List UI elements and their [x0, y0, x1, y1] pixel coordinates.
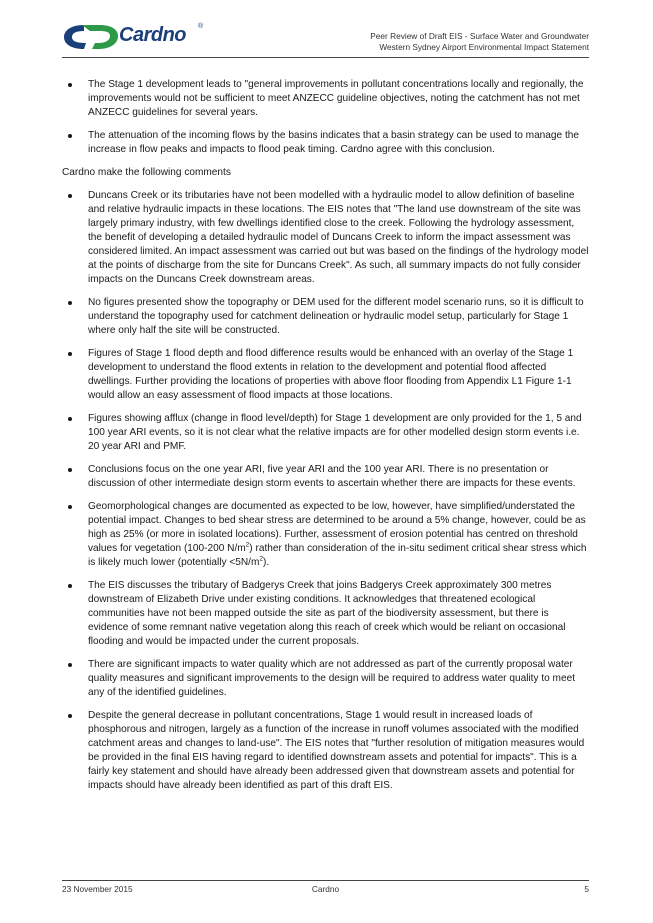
cardno-logo	[62, 22, 212, 52]
bullet-item: The EIS discusses the tributary of Badgerys Creek that joins Badgerys Creek approximately 300 metres downstream of Elizabeth Drive under existing conditions. It acknowledges that threatened ecological communities have not been mapped outside the site as part of the biodiversity assessment, but there is evidence of some remnant native vegetation along this reach of creek which would be reliant on occasional flooding and would be impacted under the current proposals.	[62, 579, 589, 649]
page-body	[62, 78, 589, 802]
bullet-item: Figures of Stage 1 flood depth and flood difference results would be enhanced with an overlay of the Stage 1 development to understand the flood extents in relation to the development and potential flood affected dwellings. Further providing the locations of properties with above floor flooding from Appendix L1 Figure 1-1 would allow an easy assessment of flood impacts at those locations.	[62, 347, 589, 403]
page-footer	[62, 884, 589, 896]
superscript: 2	[245, 541, 250, 549]
bullet-item: There are significant impacts to water quality which are not addressed as part of the currently proposal water quality measures and significant improvements to the design will be required to address water quality to meet any of the identified guidelines.	[62, 658, 589, 700]
header-title-line-2: Western Sydney Airport Environmental Impact Statement	[379, 42, 589, 52]
header-rule	[62, 57, 589, 58]
footer-rule	[62, 880, 589, 881]
page-header	[0, 0, 653, 60]
bullet-list-top	[62, 78, 589, 157]
registered-mark: ®	[198, 23, 204, 30]
header-title-line-1: Peer Review of Draft EIS - Surface Water and Groundwater	[370, 31, 589, 41]
cardno-logo-icon	[62, 22, 120, 52]
bullet-item: No figures presented show the topography or DEM used for the different model scenario runs, so it is difficult to understand the topography used for catchment delineation or hydraulic model setup, particularly for Stage 1 where only half the site will be constructed.	[62, 296, 589, 338]
footer-date: 23 November 2015	[62, 884, 133, 894]
bullet-item: Conclusions focus on the one year ARI, five year ARI and the 100 year ARI. There is no presentation or discussion of other intermediate design storm events to ascertain whether there are impacts for these events.	[62, 463, 589, 491]
bullet-item: The Stage 1 development leads to "general improvements in pollutant concentrations locally and regionally, the improvements would not be sufficient to meet ANZECC guideline objectives, noting the catchment has not met ANZECC guidelines for several years.	[62, 78, 589, 120]
geomorph-text-1: Geomorphological changes are documented as expected to be low, however, have simplified/understated the potential impact. Changes to bed shear stress are determined to be around a 5% change, however, could be as high as 25% (or more in isolated locations). Further, assessment of erosion potential has centred on threshold values for vegetation (100-200 N/m	[88, 501, 586, 554]
header-document-title	[370, 31, 589, 53]
intro-paragraph: Cardno make the following comments	[62, 167, 231, 178]
bullet-item: The attenuation of the incoming flows by the basins indicates that a basin strategy can be used to manage the increase in flow peaks and impacts to flood peak timing. Cardno agree with this conclusion.	[62, 129, 589, 157]
bullet-item: Despite the general decrease in pollutant concentrations, Stage 1 would result in increased loads of phosphorous and nitrogen, largely as a function of the increase in runoff volumes associated with the modified catchment areas and changes to land-use". The EIS notes that "further resolution of mitigation measures would be provided in the final EIS having regard to identified downstream assets and potential for impacts". This is a fairly key statement and should have already been addressed given that downstream assets and potential for impacts should have already been identified as part of this draft EIS.	[62, 709, 589, 793]
logo-wordmark: Cardno	[119, 24, 186, 46]
geomorph-text-2: ) rather than consideration of the in-situ sediment critical shear stress which is likely much lower (potentially <5N/m	[88, 543, 587, 568]
bullet-item-geomorphology	[62, 500, 589, 570]
footer-company: Cardno	[311, 884, 340, 894]
bullet-item: Duncans Creek or its tributaries have not been modelled with a hydraulic model to allow definition of baseline and relative hydraulic impacts in these locations. The EIS notes that "The land use downstream of the site was largely primary industry, with few dwellings identified close to the creek. Following the hydrology assessment, the benefit of developing a detailed hydraulic model of Duncans Creek to inform the impact assessment was considered limited. An impact assessment was carried out but was based on the findings of the hydrology model at the points of discharge from the site for Duncans Creek". As such, all summary impacts do not fully consider impacts on the Duncans Creek downstream areas.	[62, 189, 589, 287]
bullet-item: Figures showing afflux (change in flood level/depth) for Stage 1 development are only provided for the 1, 5 and 100 year ARI events, so it is not clear what the relative impacts are for other modelled design storm events i.e. 20 year ARI and PMF.	[62, 412, 589, 454]
superscript: 2	[259, 555, 263, 563]
bullet-list-comments	[62, 189, 589, 793]
page-number: 5	[584, 884, 589, 894]
geomorph-text-3: ).	[263, 557, 270, 568]
